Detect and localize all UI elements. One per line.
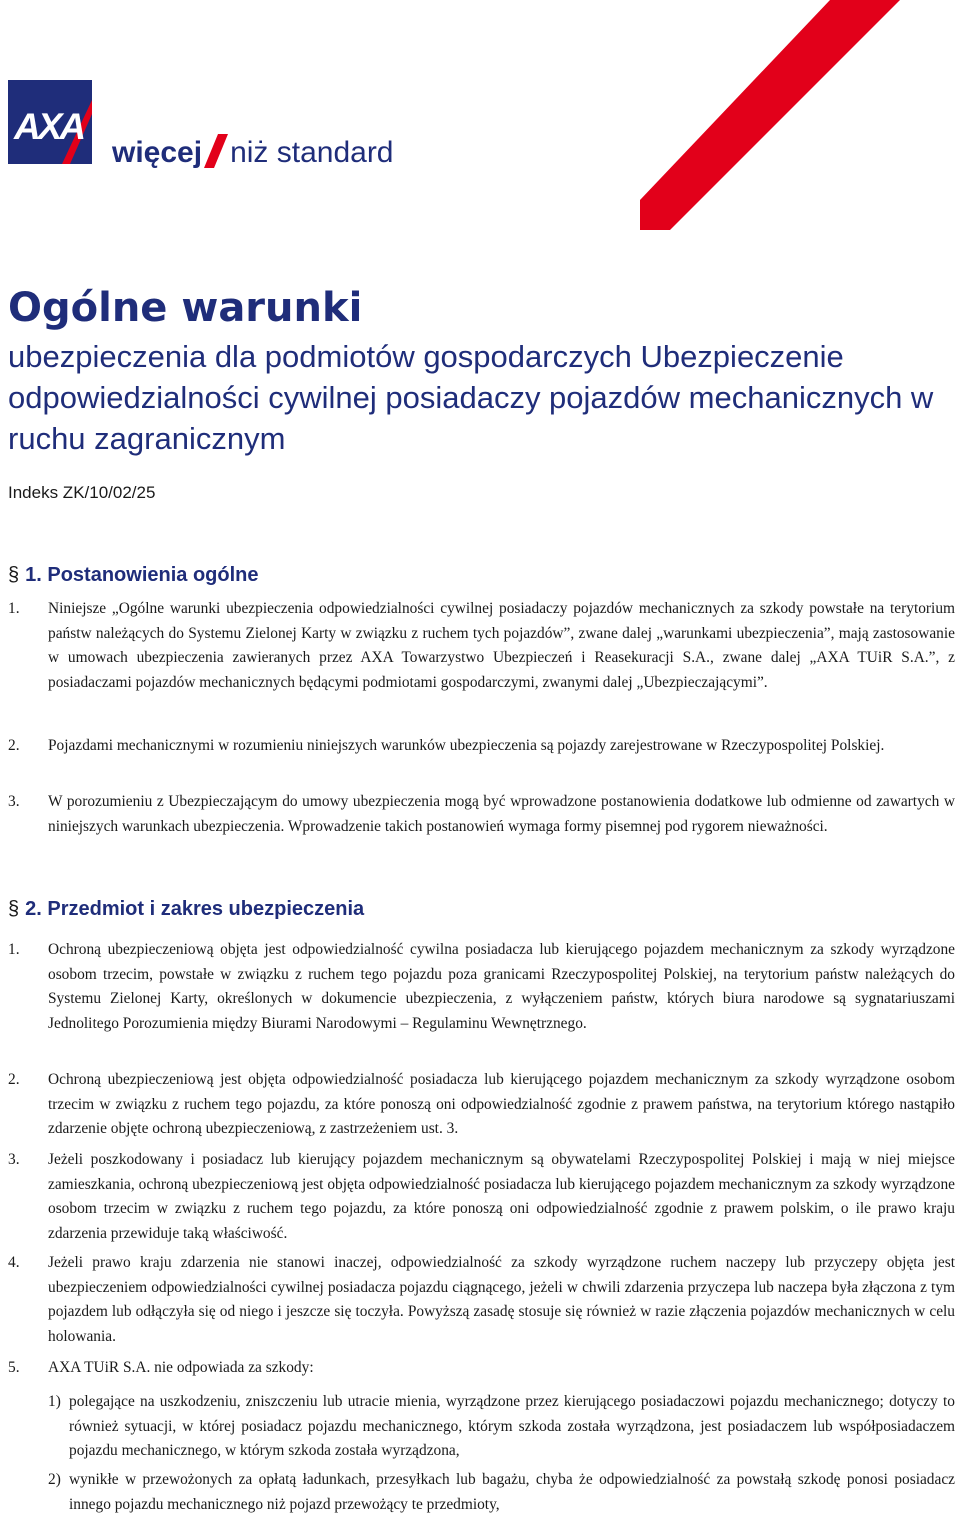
subitem-text: polegające na uszkodzeniu, zniszczeniu lub utracie mienia, wyrządzone przez kierującego posiadaczowi pojazdu mechanicznego; dotyczy to również sytuacji, w której posiadacz pojazdu mechanicznego, którym szkoda została wyrządzona, jest posiadaczem lub współposiadaczem pojazdu mechanicznego, w którym szkoda została wyrządzona, [69,1393,955,1459]
item-number: 2. [8,1071,20,1088]
list-item [8,790,955,839]
sub-list-item [48,1468,955,1517]
item-text: AXA TUiR S.A. nie odpowiada za szkody: [48,1359,314,1376]
paragraph-symbol: § [8,898,20,920]
item-text: W porozumieniu z Ubezpieczającym do umowy ubezpieczenia mogą być wprowadzone postanowienia dodatkowe lub odmienne od zawartych w niniejszych warunkach ubezpieczenia. Wprowadzenie takich postanowień wymaga formy pisemnej pod rygorem nieważności. [48,793,955,835]
item-number: 3. [8,793,20,810]
tagline-rest: niż standard [230,136,394,169]
item-text: Pojazdami mechanicznymi w rozumieniu niniejszych warunków ubezpieczenia są pojazdy zarejestrowane w Rzeczypospolitej Polskiej. [48,737,885,754]
subitem-number: 2) [48,1471,61,1488]
item-text: Ochroną ubezpieczeniową jest objęta odpowiedzialność posiadacza lub kierującego pojazdem mechanicznym za szkody wyrządzone osobom trzecim w związku z ruchem tego pojazdu, za które ponoszą oni odpowiedzialność zgodnie z prawem państwa, na terytorium którego nastąpiło zdarzenie objęte ochroną ubezpieczeniową, z zastrzeżeniem ust. 3. [48,1071,955,1137]
list-item [8,1251,955,1349]
sub-list-item [48,1390,955,1464]
header [0,0,960,230]
list-item [8,597,955,695]
item-number: 4. [8,1254,20,1271]
page-title: Ogólne warunki [8,285,363,331]
item-number: 3. [8,1151,20,1168]
list-item [8,734,955,759]
item-number: 2. [8,737,20,754]
list-item [8,1068,955,1142]
logo-text: AXA [14,106,84,147]
tagline-bold: więcej [112,136,203,169]
title-block [8,284,948,503]
item-text: Ochroną ubezpieczeniową objęta jest odpowiedzialność cywilna posiadacza lub kierującego pojazdem mechanicznym za szkody wyrządzone osobom trzecim, powstałe w związku z ruchem tego pojazdu poza granicami Rzeczypospolitej Polskiej, na terytorium państw należących do Systemu Zielonej Karty, określonych w dokumencie ubezpieczenia, z wyłączeniem państw, których biura narodowe są sygnatariuszami Jednolitego Porozumienia między Biurami Narodowymi – Regulaminu Wewnętrznego. [48,941,955,1032]
section-heading-2 [8,898,364,921]
page-subtitle: ubezpieczenia dla podmiotów gospodarczych Ubezpieczenie odpowiedzialności cywilnej posiadaczy pojazdów mechanicznych w ruchu zagranicznym [8,339,934,456]
subitem-number: 1) [48,1393,61,1410]
list-item [8,1148,955,1246]
subitem-text: wynikłe w przewożonych za opłatą ładunkach, przesyłkach lub bagażu, chyba że odpowiedzialność za powstałą szkodę ponosi posiadacz innego pojazdu mechanicznego niż pojazd przewożący te przedmioty, [69,1471,955,1513]
section-title: 1. Postanowienia ogólne [25,564,259,586]
item-text: Jeżeli prawo kraju zdarzenia nie stanowi inaczej, odpowiedzialność za szkody wyrządzone ruchem naczepy lub przyczepy objęta jest ubezpieczeniem odpowiedzialności cywilnej posiadacza pojazdu ciągnącego, jeżeli w chwili zdarzenia przyczepa lub naczepa była złączona z tym pojazdem lub odłączyła się od niego i jeszcze się toczyła. Powyższą zasadę stosuje się również w razie złączenia pojazdów mechanicznych w celu holowania. [48,1254,955,1345]
section-heading-1 [8,564,259,587]
list-item [8,1356,955,1381]
axa-logo [8,80,92,164]
document-index: Indeks ZK/10/02/25 [8,483,156,502]
item-number: 1. [8,941,20,958]
list-item [8,938,955,1036]
item-text: Jeżeli poszkodowany i posiadacz lub kierujący pojazdem mechanicznym są obywatelami Rzeczypospolitej Polskiej i mają w niej miejsce zamieszkania, ochroną ubezpieczeniową jest objęta odpowiedzialność posiadacza lub kierującego pojazdem mechanicznym za szkody wyrządzone osobom trzecim w związku z ruchem tego pojazdu, za które ponoszą oni odpowiedzialność zgodnie z prawem polskim, o ile prawo kraju zdarzenia przewiduje taką właściwość. [48,1151,955,1242]
paragraph-symbol: § [8,564,20,586]
decorative-stripe [640,0,960,230]
item-number: 5. [8,1359,20,1376]
item-text: Niniejsze „Ogólne warunki ubezpieczenia odpowiedzialności cywilnej posiadaczy pojazdów mechanicznych za szkody powstałe na terytorium państw należących do Systemu Zielonej Karty w związku z ruchem tych pojazdów”, zwane dalej „warunkami ubezpieczenia”, mają zastosowanie w umowach ubezpieczenia zawieranych przez AXA Towarzystwo Ubezpieczeń i Reasekuracji S.A., zwane dalej „AXA TUiR S.A.”, z posiadaczami pojazdów mechanicznych będącymi podmiotami gospodarczymi, zwanymi dalej „Ubezpieczającymi”. [48,600,955,691]
slash-icon [204,134,228,168]
item-number: 1. [8,600,20,617]
section-title: 2. Przedmiot i zakres ubezpieczenia [25,898,365,920]
tagline [112,128,394,170]
